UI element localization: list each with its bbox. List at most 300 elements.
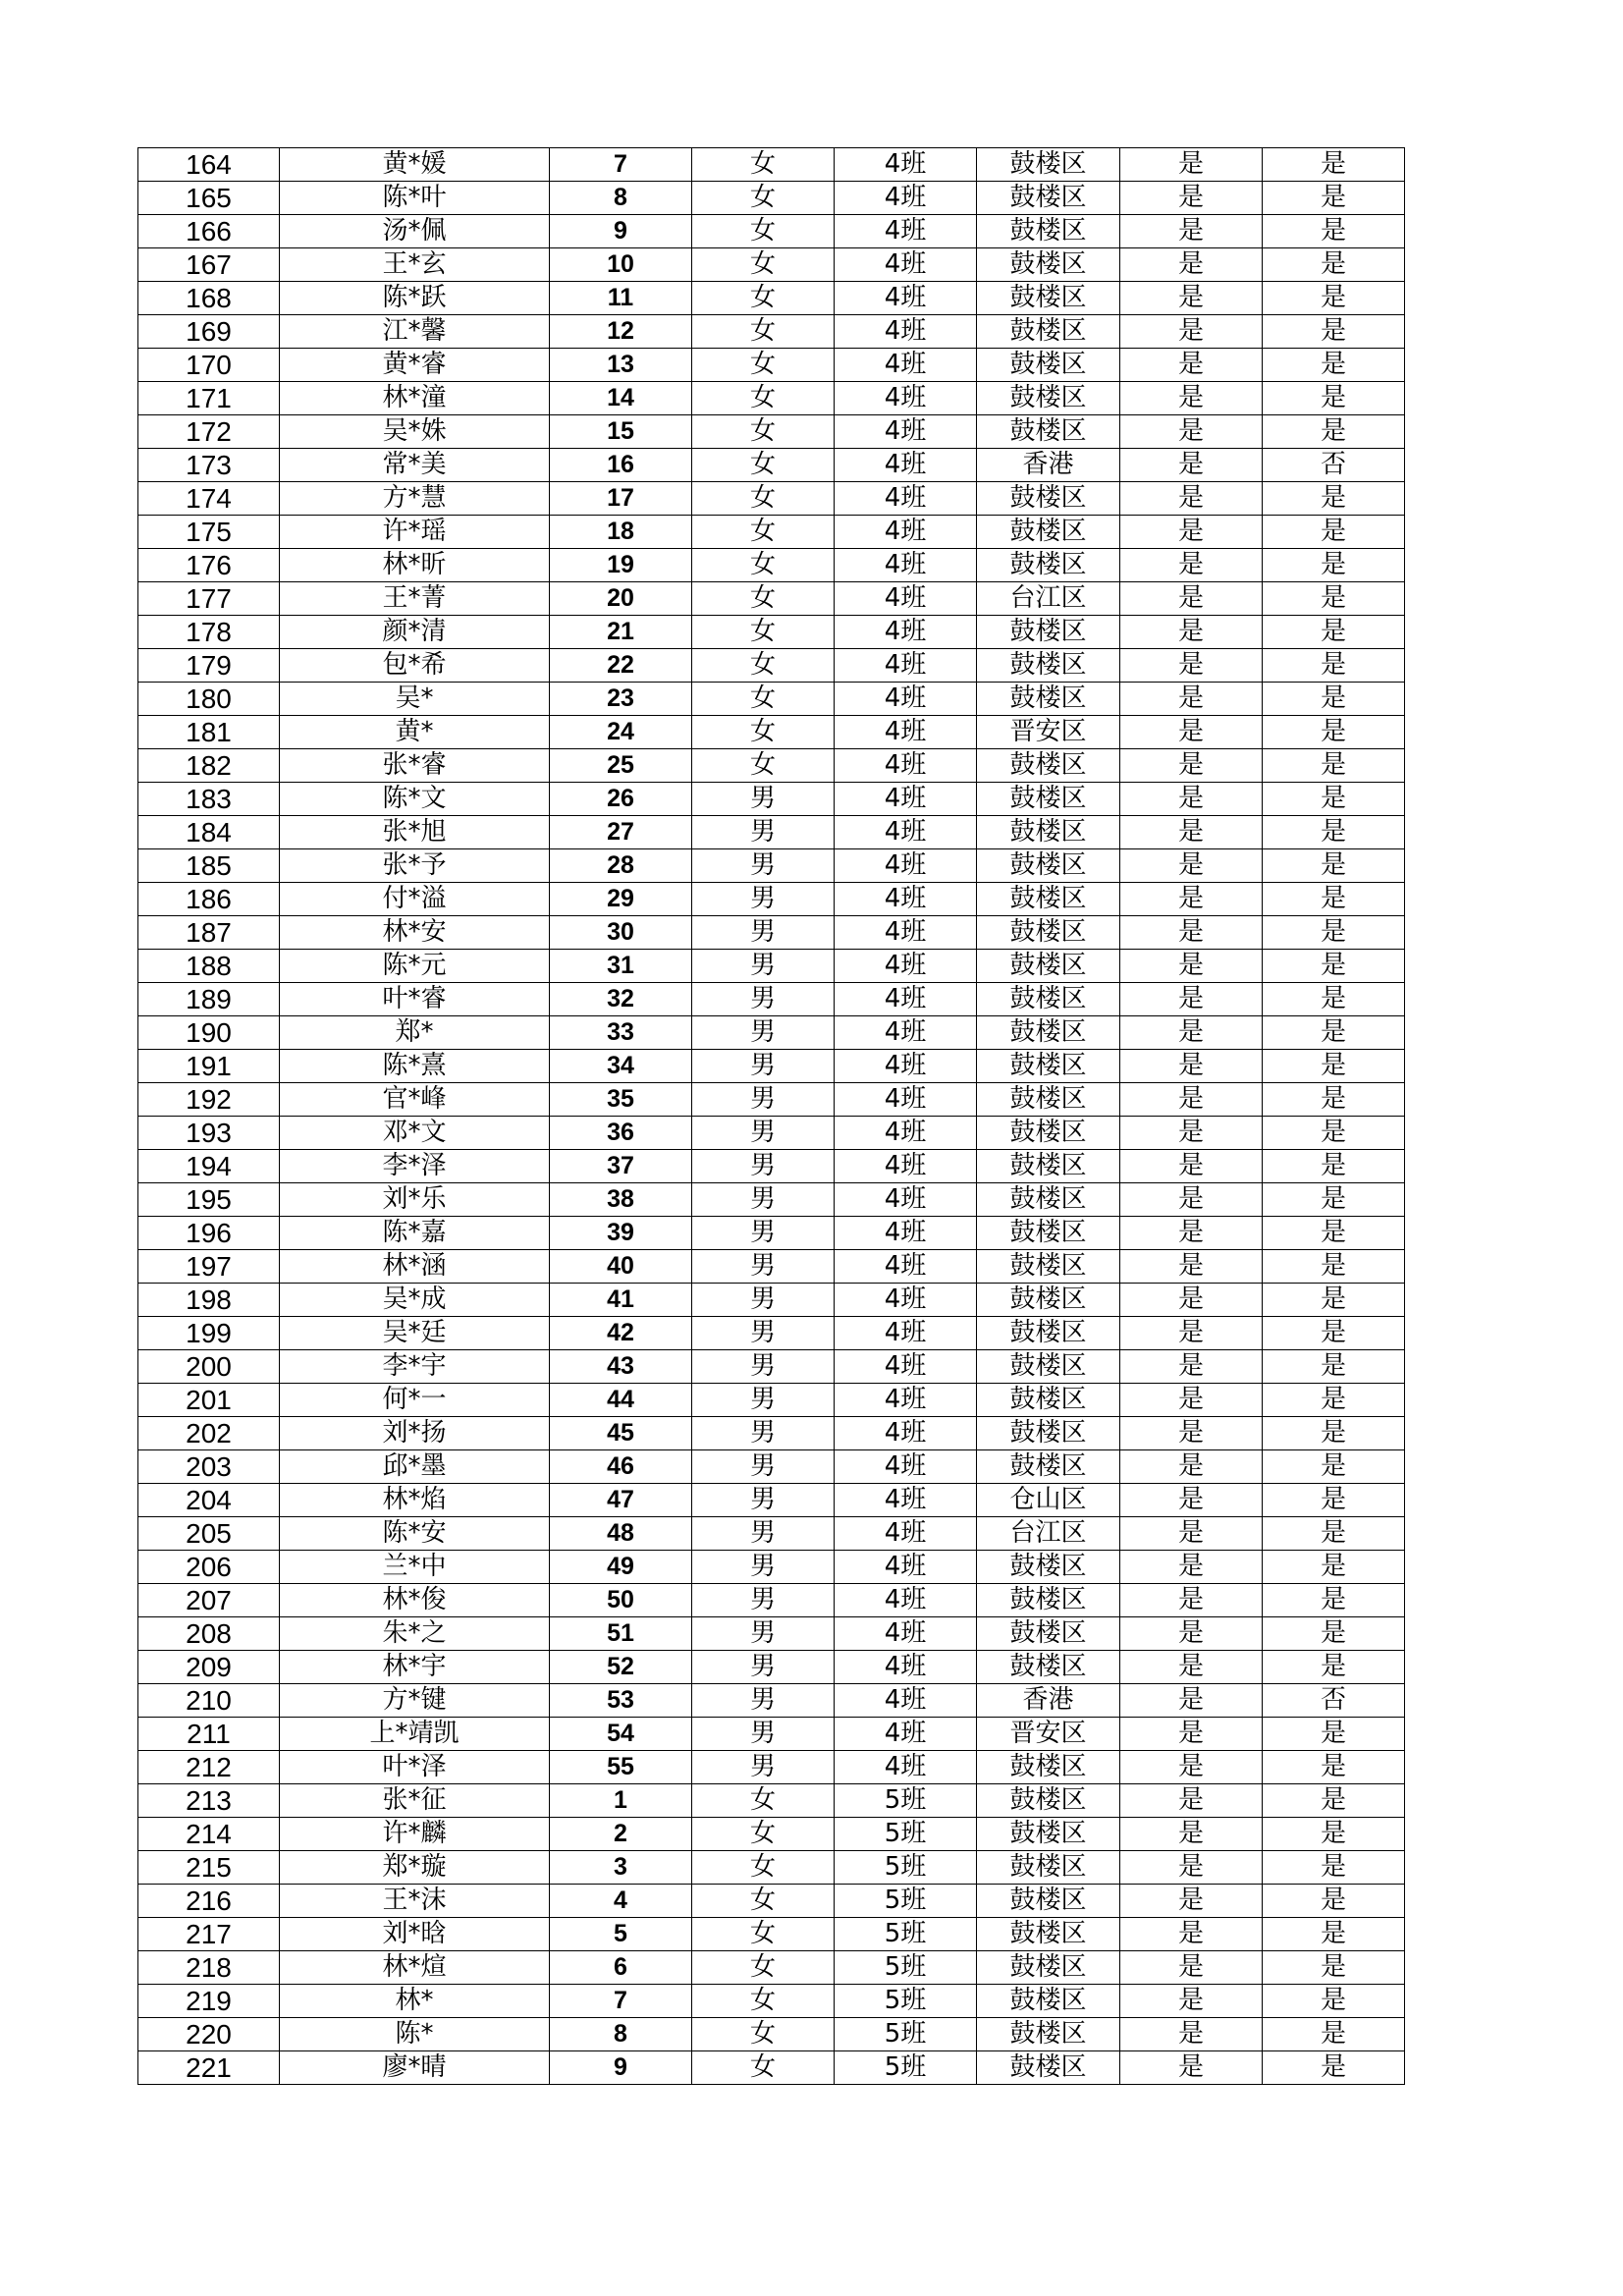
student-number-cell: 22 xyxy=(550,649,692,683)
row-index-cell: 198 xyxy=(138,1284,280,1317)
row-index-cell: 217 xyxy=(138,1918,280,1951)
district-cell: 鼓楼区 xyxy=(977,1918,1120,1951)
class-cell: 4班 xyxy=(835,849,977,883)
student-number-cell: 36 xyxy=(550,1117,692,1150)
status-cell-1: 是 xyxy=(1120,1684,1263,1718)
table-row xyxy=(138,349,1405,382)
status-cell-2: 是 xyxy=(1263,148,1405,182)
student-name-cell: 李*宇 xyxy=(280,1350,550,1384)
student-number-cell: 28 xyxy=(550,849,692,883)
student-name-cell: 江*馨 xyxy=(280,315,550,349)
student-number-cell: 9 xyxy=(550,215,692,248)
row-index-cell: 164 xyxy=(138,148,280,182)
student-number-cell: 55 xyxy=(550,1751,692,1784)
district-cell: 鼓楼区 xyxy=(977,816,1120,849)
student-name-cell: 张*旭 xyxy=(280,816,550,849)
student-number-cell: 25 xyxy=(550,749,692,783)
district-cell: 鼓楼区 xyxy=(977,849,1120,883)
gender-cell: 男 xyxy=(692,1751,835,1784)
student-number-cell: 27 xyxy=(550,816,692,849)
status-cell-2: 是 xyxy=(1263,1651,1405,1684)
gender-cell: 男 xyxy=(692,1617,835,1651)
gender-cell: 女 xyxy=(692,415,835,449)
student-number-cell: 39 xyxy=(550,1217,692,1250)
gender-cell: 女 xyxy=(692,382,835,415)
student-number-cell: 32 xyxy=(550,983,692,1016)
table-row xyxy=(138,1951,1405,1985)
table-row xyxy=(138,916,1405,950)
student-name-cell: 叶*睿 xyxy=(280,983,550,1016)
status-cell-2: 是 xyxy=(1263,1951,1405,1985)
gender-cell: 男 xyxy=(692,1350,835,1384)
class-cell: 4班 xyxy=(835,582,977,616)
gender-cell: 女 xyxy=(692,649,835,683)
student-name-cell: 汤*佩 xyxy=(280,215,550,248)
class-cell: 4班 xyxy=(835,1617,977,1651)
table-row xyxy=(138,883,1405,916)
district-cell: 鼓楼区 xyxy=(977,1384,1120,1417)
status-cell-1: 是 xyxy=(1120,549,1263,582)
class-cell: 4班 xyxy=(835,215,977,248)
student-name-cell: 邱*墨 xyxy=(280,1450,550,1484)
class-cell: 5班 xyxy=(835,2018,977,2051)
gender-cell: 女 xyxy=(692,315,835,349)
table-row xyxy=(138,1985,1405,2018)
district-cell: 鼓楼区 xyxy=(977,1584,1120,1617)
student-name-cell: 林*昕 xyxy=(280,549,550,582)
status-cell-2: 是 xyxy=(1263,2051,1405,2085)
student-number-cell: 43 xyxy=(550,1350,692,1384)
status-cell-2: 是 xyxy=(1263,182,1405,215)
district-cell: 仓山区 xyxy=(977,1484,1120,1517)
student-number-cell: 21 xyxy=(550,616,692,649)
district-cell: 鼓楼区 xyxy=(977,549,1120,582)
table-row xyxy=(138,1918,1405,1951)
row-index-cell: 173 xyxy=(138,449,280,482)
district-cell: 鼓楼区 xyxy=(977,382,1120,415)
table-row xyxy=(138,2051,1405,2085)
row-index-cell: 207 xyxy=(138,1584,280,1617)
student-number-cell: 47 xyxy=(550,1484,692,1517)
status-cell-1: 是 xyxy=(1120,916,1263,950)
status-cell-2: 是 xyxy=(1263,1851,1405,1885)
class-cell: 4班 xyxy=(835,516,977,549)
gender-cell: 男 xyxy=(692,1317,835,1350)
table-row xyxy=(138,248,1405,282)
district-cell: 鼓楼区 xyxy=(977,1150,1120,1183)
student-name-cell: 林*宇 xyxy=(280,1651,550,1684)
row-index-cell: 212 xyxy=(138,1751,280,1784)
status-cell-1: 是 xyxy=(1120,482,1263,516)
table-row xyxy=(138,816,1405,849)
table-row xyxy=(138,950,1405,983)
table-row xyxy=(138,1450,1405,1484)
student-number-cell: 19 xyxy=(550,549,692,582)
gender-cell: 女 xyxy=(692,1818,835,1851)
table-row xyxy=(138,516,1405,549)
status-cell-2: 是 xyxy=(1263,349,1405,382)
class-cell: 4班 xyxy=(835,1083,977,1117)
class-cell: 4班 xyxy=(835,1117,977,1150)
table-row xyxy=(138,1417,1405,1450)
status-cell-1: 是 xyxy=(1120,349,1263,382)
class-cell: 4班 xyxy=(835,1584,977,1617)
status-cell-2: 是 xyxy=(1263,1217,1405,1250)
table-row xyxy=(138,1551,1405,1584)
gender-cell: 女 xyxy=(692,182,835,215)
status-cell-2: 是 xyxy=(1263,1584,1405,1617)
student-number-cell: 4 xyxy=(550,1885,692,1918)
district-cell: 鼓楼区 xyxy=(977,883,1120,916)
student-name-cell: 上*靖凯 xyxy=(280,1718,550,1751)
row-index-cell: 190 xyxy=(138,1016,280,1050)
student-number-cell: 45 xyxy=(550,1417,692,1450)
status-cell-1: 是 xyxy=(1120,1651,1263,1684)
status-cell-2: 是 xyxy=(1263,1083,1405,1117)
student-number-cell: 31 xyxy=(550,950,692,983)
status-cell-2: 是 xyxy=(1263,1918,1405,1951)
status-cell-2: 是 xyxy=(1263,616,1405,649)
student-name-cell: 黄* xyxy=(280,716,550,749)
status-cell-2: 是 xyxy=(1263,749,1405,783)
student-number-cell: 41 xyxy=(550,1284,692,1317)
row-index-cell: 178 xyxy=(138,616,280,649)
student-number-cell: 3 xyxy=(550,1851,692,1885)
status-cell-1: 是 xyxy=(1120,1818,1263,1851)
status-cell-2: 是 xyxy=(1263,1183,1405,1217)
status-cell-1: 是 xyxy=(1120,983,1263,1016)
status-cell-1: 是 xyxy=(1120,1551,1263,1584)
row-index-cell: 208 xyxy=(138,1617,280,1651)
gender-cell: 女 xyxy=(692,716,835,749)
district-cell: 鼓楼区 xyxy=(977,482,1120,516)
status-cell-1: 是 xyxy=(1120,1885,1263,1918)
row-index-cell: 215 xyxy=(138,1851,280,1885)
status-cell-2: 是 xyxy=(1263,248,1405,282)
class-cell: 4班 xyxy=(835,449,977,482)
row-index-cell: 174 xyxy=(138,482,280,516)
student-name-cell: 陈*安 xyxy=(280,1517,550,1551)
district-cell: 鼓楼区 xyxy=(977,1083,1120,1117)
status-cell-1: 是 xyxy=(1120,182,1263,215)
gender-cell: 男 xyxy=(692,1117,835,1150)
gender-cell: 女 xyxy=(692,582,835,616)
student-name-cell: 黄*媛 xyxy=(280,148,550,182)
status-cell-2: 是 xyxy=(1263,983,1405,1016)
student-number-cell: 16 xyxy=(550,449,692,482)
district-cell: 鼓楼区 xyxy=(977,349,1120,382)
row-index-cell: 176 xyxy=(138,549,280,582)
class-cell: 4班 xyxy=(835,1484,977,1517)
gender-cell: 男 xyxy=(692,916,835,950)
table-row xyxy=(138,1050,1405,1083)
student-number-cell: 34 xyxy=(550,1050,692,1083)
district-cell: 鼓楼区 xyxy=(977,315,1120,349)
status-cell-2: 是 xyxy=(1263,1150,1405,1183)
table-row xyxy=(138,616,1405,649)
district-cell: 鼓楼区 xyxy=(977,516,1120,549)
gender-cell: 男 xyxy=(692,1250,835,1284)
district-cell: 鼓楼区 xyxy=(977,1417,1120,1450)
row-index-cell: 201 xyxy=(138,1384,280,1417)
status-cell-1: 是 xyxy=(1120,382,1263,415)
row-index-cell: 179 xyxy=(138,649,280,683)
gender-cell: 女 xyxy=(692,349,835,382)
row-index-cell: 183 xyxy=(138,783,280,816)
student-number-cell: 24 xyxy=(550,716,692,749)
student-name-cell: 张*征 xyxy=(280,1784,550,1818)
student-number-cell: 50 xyxy=(550,1584,692,1617)
roster-body xyxy=(138,148,1405,2085)
gender-cell: 男 xyxy=(692,1584,835,1617)
class-cell: 4班 xyxy=(835,1450,977,1484)
status-cell-2: 是 xyxy=(1263,1450,1405,1484)
gender-cell: 男 xyxy=(692,1450,835,1484)
class-cell: 4班 xyxy=(835,1150,977,1183)
status-cell-2: 是 xyxy=(1263,315,1405,349)
row-index-cell: 169 xyxy=(138,315,280,349)
gender-cell: 男 xyxy=(692,1651,835,1684)
row-index-cell: 204 xyxy=(138,1484,280,1517)
gender-cell: 女 xyxy=(692,449,835,482)
district-cell: 鼓楼区 xyxy=(977,783,1120,816)
class-cell: 5班 xyxy=(835,1918,977,1951)
class-cell: 4班 xyxy=(835,1284,977,1317)
table-row xyxy=(138,282,1405,315)
district-cell: 鼓楼区 xyxy=(977,415,1120,449)
district-cell: 鼓楼区 xyxy=(977,1985,1120,2018)
student-name-cell: 方*键 xyxy=(280,1684,550,1718)
gender-cell: 女 xyxy=(692,1885,835,1918)
status-cell-1: 是 xyxy=(1120,1517,1263,1551)
class-cell: 4班 xyxy=(835,749,977,783)
student-name-cell: 吴*廷 xyxy=(280,1317,550,1350)
row-index-cell: 170 xyxy=(138,349,280,382)
district-cell: 鼓楼区 xyxy=(977,1117,1120,1150)
district-cell: 鼓楼区 xyxy=(977,616,1120,649)
status-cell-1: 是 xyxy=(1120,248,1263,282)
status-cell-1: 是 xyxy=(1120,1350,1263,1384)
district-cell: 鼓楼区 xyxy=(977,1450,1120,1484)
district-cell: 鼓楼区 xyxy=(977,1250,1120,1284)
status-cell-2: 是 xyxy=(1263,1784,1405,1818)
table-row xyxy=(138,449,1405,482)
row-index-cell: 165 xyxy=(138,182,280,215)
district-cell: 鼓楼区 xyxy=(977,1851,1120,1885)
status-cell-2: 是 xyxy=(1263,1050,1405,1083)
student-number-cell: 8 xyxy=(550,182,692,215)
status-cell-2: 是 xyxy=(1263,1250,1405,1284)
student-name-cell: 陈*文 xyxy=(280,783,550,816)
district-cell: 鼓楼区 xyxy=(977,1951,1120,1985)
row-index-cell: 203 xyxy=(138,1450,280,1484)
status-cell-1: 是 xyxy=(1120,883,1263,916)
class-cell: 4班 xyxy=(835,1517,977,1551)
status-cell-2: 是 xyxy=(1263,215,1405,248)
status-cell-2: 否 xyxy=(1263,449,1405,482)
district-cell: 鼓楼区 xyxy=(977,1183,1120,1217)
status-cell-2: 是 xyxy=(1263,582,1405,616)
student-name-cell: 颜*清 xyxy=(280,616,550,649)
status-cell-1: 是 xyxy=(1120,1050,1263,1083)
row-index-cell: 220 xyxy=(138,2018,280,2051)
status-cell-2: 是 xyxy=(1263,950,1405,983)
student-number-cell: 23 xyxy=(550,683,692,716)
student-number-cell: 11 xyxy=(550,282,692,315)
district-cell: 鼓楼区 xyxy=(977,248,1120,282)
district-cell: 晋安区 xyxy=(977,1718,1120,1751)
status-cell-1: 是 xyxy=(1120,1217,1263,1250)
row-index-cell: 218 xyxy=(138,1951,280,1985)
district-cell: 鼓楼区 xyxy=(977,950,1120,983)
table-row xyxy=(138,1016,1405,1050)
gender-cell: 女 xyxy=(692,683,835,716)
class-cell: 4班 xyxy=(835,182,977,215)
table-row xyxy=(138,1718,1405,1751)
status-cell-2: 是 xyxy=(1263,1350,1405,1384)
gender-cell: 男 xyxy=(692,1083,835,1117)
gender-cell: 女 xyxy=(692,516,835,549)
row-index-cell: 175 xyxy=(138,516,280,549)
gender-cell: 男 xyxy=(692,1484,835,1517)
table-row xyxy=(138,1584,1405,1617)
district-cell: 鼓楼区 xyxy=(977,683,1120,716)
class-cell: 4班 xyxy=(835,649,977,683)
table-row xyxy=(138,315,1405,349)
status-cell-1: 是 xyxy=(1120,415,1263,449)
gender-cell: 男 xyxy=(692,1684,835,1718)
gender-cell: 女 xyxy=(692,1951,835,1985)
class-cell: 4班 xyxy=(835,683,977,716)
student-name-cell: 廖*晴 xyxy=(280,2051,550,2085)
gender-cell: 男 xyxy=(692,1551,835,1584)
status-cell-2: 是 xyxy=(1263,1517,1405,1551)
student-name-cell: 刘*晗 xyxy=(280,1918,550,1951)
row-index-cell: 194 xyxy=(138,1150,280,1183)
student-name-cell: 王*沫 xyxy=(280,1885,550,1918)
status-cell-2: 是 xyxy=(1263,816,1405,849)
class-cell: 4班 xyxy=(835,783,977,816)
status-cell-1: 是 xyxy=(1120,1284,1263,1317)
row-index-cell: 171 xyxy=(138,382,280,415)
district-cell: 鼓楼区 xyxy=(977,1317,1120,1350)
status-cell-2: 是 xyxy=(1263,883,1405,916)
student-number-cell: 49 xyxy=(550,1551,692,1584)
status-cell-2: 是 xyxy=(1263,1117,1405,1150)
status-cell-2: 是 xyxy=(1263,282,1405,315)
gender-cell: 女 xyxy=(692,1851,835,1885)
district-cell: 鼓楼区 xyxy=(977,282,1120,315)
class-cell: 4班 xyxy=(835,1684,977,1718)
student-name-cell: 林*涵 xyxy=(280,1250,550,1284)
gender-cell: 男 xyxy=(692,1284,835,1317)
table-row xyxy=(138,1117,1405,1150)
district-cell: 鼓楼区 xyxy=(977,2051,1120,2085)
table-row xyxy=(138,482,1405,516)
student-number-cell: 8 xyxy=(550,2018,692,2051)
status-cell-1: 是 xyxy=(1120,1083,1263,1117)
student-name-cell: 朱*之 xyxy=(280,1617,550,1651)
table-row xyxy=(138,1217,1405,1250)
student-name-cell: 官*峰 xyxy=(280,1083,550,1117)
student-name-cell: 黄*睿 xyxy=(280,349,550,382)
row-index-cell: 192 xyxy=(138,1083,280,1117)
gender-cell: 男 xyxy=(692,849,835,883)
district-cell: 鼓楼区 xyxy=(977,1751,1120,1784)
class-cell: 5班 xyxy=(835,1985,977,2018)
gender-cell: 男 xyxy=(692,1050,835,1083)
status-cell-1: 是 xyxy=(1120,1450,1263,1484)
status-cell-1: 是 xyxy=(1120,1417,1263,1450)
student-name-cell: 付*溢 xyxy=(280,883,550,916)
district-cell: 鼓楼区 xyxy=(977,749,1120,783)
district-cell: 鼓楼区 xyxy=(977,1818,1120,1851)
row-index-cell: 197 xyxy=(138,1250,280,1284)
table-row xyxy=(138,1784,1405,1818)
student-number-cell: 7 xyxy=(550,1985,692,2018)
table-row xyxy=(138,148,1405,182)
status-cell-1: 是 xyxy=(1120,1985,1263,2018)
status-cell-2: 是 xyxy=(1263,1985,1405,2018)
row-index-cell: 206 xyxy=(138,1551,280,1584)
row-index-cell: 177 xyxy=(138,582,280,616)
row-index-cell: 202 xyxy=(138,1417,280,1450)
table-row xyxy=(138,1384,1405,1417)
row-index-cell: 213 xyxy=(138,1784,280,1818)
row-index-cell: 200 xyxy=(138,1350,280,1384)
status-cell-1: 是 xyxy=(1120,1117,1263,1150)
student-name-cell: 刘*乐 xyxy=(280,1183,550,1217)
row-index-cell: 209 xyxy=(138,1651,280,1684)
gender-cell: 男 xyxy=(692,1384,835,1417)
status-cell-1: 是 xyxy=(1120,616,1263,649)
class-cell: 4班 xyxy=(835,549,977,582)
district-cell: 鼓楼区 xyxy=(977,1050,1120,1083)
class-cell: 4班 xyxy=(835,916,977,950)
class-cell: 5班 xyxy=(835,2051,977,2085)
class-cell: 4班 xyxy=(835,382,977,415)
row-index-cell: 210 xyxy=(138,1684,280,1718)
class-cell: 4班 xyxy=(835,349,977,382)
status-cell-1: 是 xyxy=(1120,783,1263,816)
row-index-cell: 211 xyxy=(138,1718,280,1751)
class-cell: 4班 xyxy=(835,883,977,916)
student-number-cell: 20 xyxy=(550,582,692,616)
student-name-cell: 方*慧 xyxy=(280,482,550,516)
gender-cell: 男 xyxy=(692,1016,835,1050)
status-cell-1: 是 xyxy=(1120,1317,1263,1350)
student-number-cell: 7 xyxy=(550,148,692,182)
class-cell: 4班 xyxy=(835,983,977,1016)
student-number-cell: 44 xyxy=(550,1384,692,1417)
gender-cell: 女 xyxy=(692,1784,835,1818)
gender-cell: 女 xyxy=(692,2051,835,2085)
table-row xyxy=(138,1818,1405,1851)
student-name-cell: 郑* xyxy=(280,1016,550,1050)
class-cell: 4班 xyxy=(835,148,977,182)
table-row xyxy=(138,649,1405,683)
student-name-cell: 刘*扬 xyxy=(280,1417,550,1450)
student-number-cell: 1 xyxy=(550,1784,692,1818)
table-row xyxy=(138,1350,1405,1384)
student-name-cell: 何*一 xyxy=(280,1384,550,1417)
student-name-cell: 兰*中 xyxy=(280,1551,550,1584)
status-cell-2: 是 xyxy=(1263,549,1405,582)
student-name-cell: 郑*璇 xyxy=(280,1851,550,1885)
status-cell-1: 是 xyxy=(1120,716,1263,749)
student-name-cell: 常*美 xyxy=(280,449,550,482)
gender-cell: 男 xyxy=(692,883,835,916)
